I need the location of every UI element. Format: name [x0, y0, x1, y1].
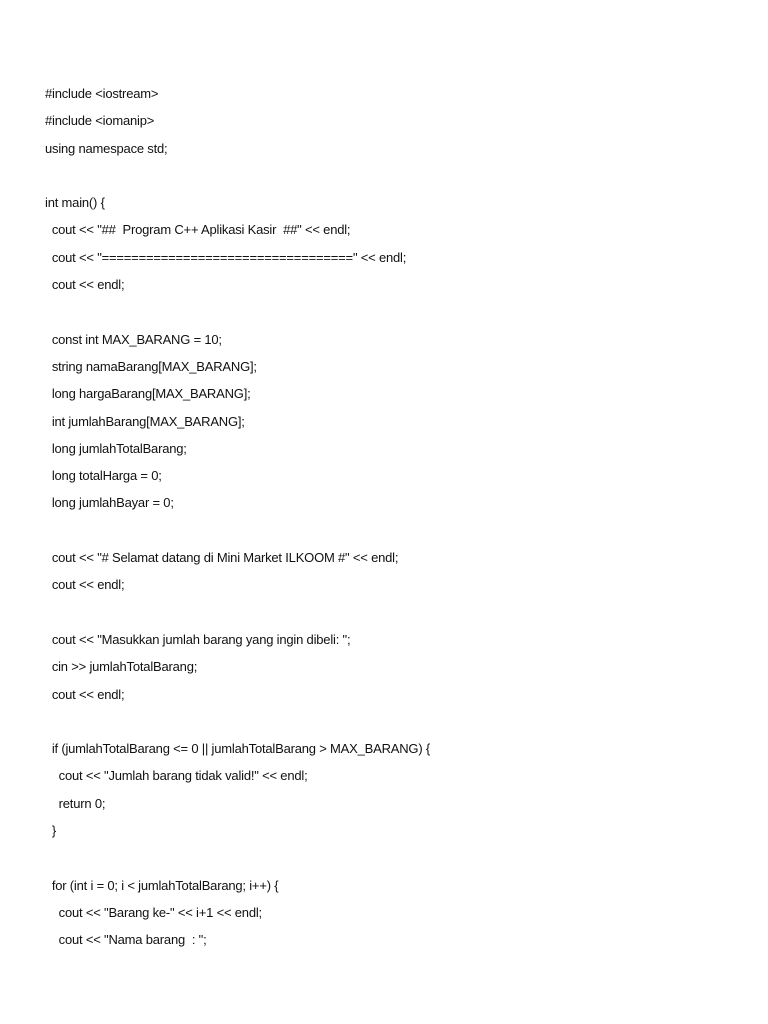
code-line-blank	[45, 298, 745, 325]
code-line: cout << endl;	[45, 686, 125, 702]
code-line-blank	[45, 517, 745, 544]
code-line: cout << "==================================" << endl;	[45, 249, 407, 265]
code-line: return 0;	[45, 795, 106, 811]
code-line-blank	[45, 844, 745, 871]
code-line: }	[45, 823, 56, 839]
code-line: long jumlahTotalBarang;	[45, 440, 187, 456]
code-line-blank	[45, 162, 745, 189]
code-line: using namespace std;	[45, 140, 168, 156]
code-line: int jumlahBarang[MAX_BARANG];	[45, 413, 245, 429]
code-line: cout << endl;	[45, 577, 125, 593]
code-line: long hargaBarang[MAX_BARANG];	[45, 386, 251, 402]
code-listing	[45, 80, 745, 954]
code-line-blank	[45, 599, 745, 626]
code-line: for (int i = 0; i < jumlahTotalBarang; i++) {	[45, 877, 279, 893]
code-line: cout << "# Selamat datang di Mini Market ILKOOM #" << endl;	[45, 550, 399, 566]
code-line: const int MAX_BARANG = 10;	[45, 331, 222, 347]
code-line: #include <iomanip>	[45, 113, 155, 129]
code-line: cout << endl;	[45, 277, 125, 293]
code-line: cin >> jumlahTotalBarang;	[45, 659, 198, 675]
code-line: cout << "Barang ke-" << i+1 << endl;	[45, 904, 262, 920]
code-line: string namaBarang[MAX_BARANG];	[45, 358, 257, 374]
code-line: if (jumlahTotalBarang <= 0 || jumlahTotalBarang > MAX_BARANG) {	[45, 741, 431, 757]
code-line: #include <iostream>	[45, 86, 159, 101]
code-line: cout << "Nama barang : ";	[45, 932, 207, 948]
code-line: long totalHarga = 0;	[45, 468, 162, 484]
code-line-blank	[45, 708, 745, 735]
code-line: cout << "## Program C++ Aplikasi Kasir ##" << endl;	[45, 222, 351, 238]
code-line: cout << "Jumlah barang tidak valid!" << endl;	[45, 768, 308, 784]
code-line: int main() {	[45, 195, 105, 211]
code-line: long jumlahBayar = 0;	[45, 495, 174, 511]
code-line: cout << "Masukkan jumlah barang yang ingin dibeli: ";	[45, 631, 351, 647]
